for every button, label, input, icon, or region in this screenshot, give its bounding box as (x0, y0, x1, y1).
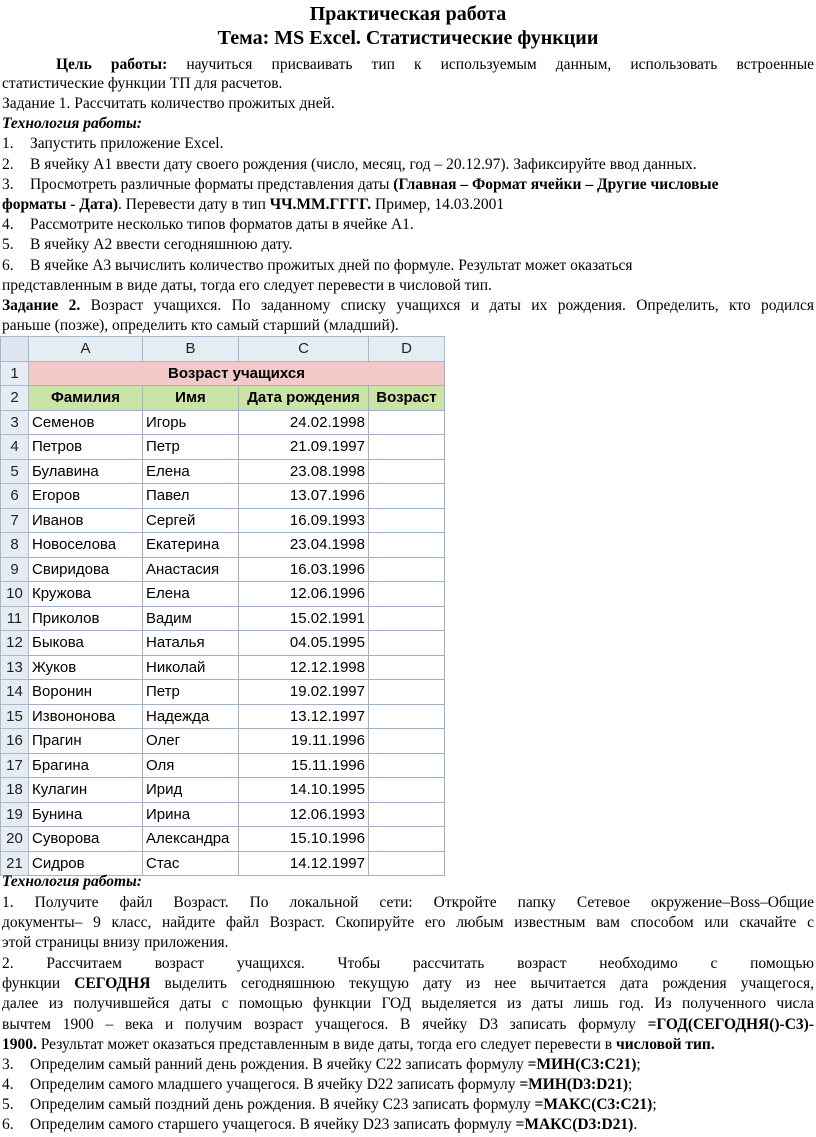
header-birthdate[interactable]: Дата рождения (239, 386, 369, 411)
tech2-p1-l3: этой страницы внизу приложения. (2, 934, 229, 951)
table-row (1, 606, 445, 631)
cell-birthdate[interactable]: 12.06.1996 (239, 582, 369, 607)
table-row (1, 704, 445, 729)
cell-birthdate[interactable]: 23.08.1998 (239, 459, 369, 484)
row-number[interactable]: 10 (1, 582, 29, 607)
cell-surname[interactable]: Сидров (29, 851, 143, 876)
cell-surname[interactable]: Иванов (29, 508, 143, 533)
cell-name[interactable]: Надежда (143, 704, 239, 729)
tech2-p2-l2: функции СЕГОДНЯ выделить сегодняшнюю текущую дату из нее вычитается дата рождения учащегося, (2, 975, 814, 992)
tech2-p1-l1: 1. Получите файл Возраст. По локальной сети: Откройте папку Сетевое окружение–Boss–Общие (2, 894, 814, 911)
cell-surname[interactable]: Новоселова (29, 533, 143, 558)
table-row (1, 459, 445, 484)
cell-age[interactable] (369, 680, 445, 705)
header-row (1, 386, 445, 411)
goal-text-1: научиться присваивать тип к используемым данным, использовать встроенные (167, 56, 814, 73)
tech2-step-5: 5. Определим самый поздний день рождения. В ячейку С23 записать формулу =МАКС(С3:С21); (2, 1096, 657, 1113)
cell-surname[interactable]: Кружова (29, 582, 143, 607)
cell-age[interactable] (369, 704, 445, 729)
task1-step-3-cont: форматы - Дата). Перевести дату в тип ЧЧ.ММ.ГГГГ. Пример, 14.03.2001 (2, 196, 505, 213)
row-number[interactable]: 4 (1, 435, 29, 460)
cell-age[interactable] (369, 557, 445, 582)
page-subtitle: Тема: MS Excel. Статистические функции (217, 27, 599, 49)
tech2-p2-l4: вычтем 1900 – века и получим возраст учащегося. В ячейку D3 записать формулу =ГОД(СЕГОДНЯ()-С3)- (2, 1016, 814, 1033)
task1-step-3: 3. Просмотреть различные форматы представления даты (Главная – Формат ячейки – Другие числовые (2, 176, 719, 193)
cell-birthdate[interactable]: 15.02.1991 (239, 606, 369, 631)
cell-age[interactable] (369, 508, 445, 533)
cell-name[interactable]: Николай (143, 655, 239, 680)
row-number[interactable]: 15 (1, 704, 29, 729)
cell-surname[interactable]: Быкова (29, 631, 143, 656)
row-number[interactable]: 6 (1, 484, 29, 509)
caption-row (1, 361, 445, 386)
row-number[interactable]: 16 (1, 729, 29, 754)
tech-label-1: Технология работы: (2, 115, 142, 132)
tech2-p2-l3: далее из получившейся даты с помощью функции ГОД выделяется из даты лишь год. Из полученного числа (2, 995, 814, 1012)
cell-surname[interactable]: Извононова (29, 704, 143, 729)
goal-label: Цель работы: (56, 56, 168, 73)
cell-birthdate[interactable]: 24.02.1998 (239, 410, 369, 435)
row-number[interactable]: 1 (1, 361, 29, 386)
tech2-p2-l1: 2. Рассчитаем возраст учащихся. Чтобы рассчитать возраст необходимо с помощью (2, 955, 814, 972)
tech2-p1-l2: документы– 9 класс, найдите файл Возраст. Скопируйте его любым известным вам способом или скачайте с (2, 914, 814, 931)
cell-birthdate[interactable]: 15.11.1996 (239, 753, 369, 778)
row-number[interactable]: 12 (1, 631, 29, 656)
goal-text-2: статистические функции ТП для расчетов. (2, 75, 283, 92)
cell-age[interactable] (369, 533, 445, 558)
cell-birthdate[interactable]: 14.12.1997 (239, 851, 369, 876)
cell-surname[interactable]: Воронин (29, 680, 143, 705)
cell-birthdate[interactable]: 23.04.1998 (239, 533, 369, 558)
table-row (1, 631, 445, 656)
table-row (1, 557, 445, 582)
cell-birthdate[interactable]: 15.10.1996 (239, 827, 369, 852)
table-row (1, 410, 445, 435)
row-number[interactable]: 2 (1, 386, 29, 411)
table-caption[interactable]: Возраст учащихся (29, 361, 445, 386)
table-row (1, 753, 445, 778)
cell-birthdate[interactable]: 16.09.1993 (239, 508, 369, 533)
tech2-step-6: 6. Определим самого старшего учащегося. В ячейку D23 записать формулу =МАКС(D3:D21). (2, 1116, 638, 1133)
cell-name[interactable]: Ирина (143, 802, 239, 827)
table-row (1, 729, 445, 754)
task1-step-6-cont: представленным в виде даты, тогда его следует перевести в числовой тип. (2, 277, 492, 294)
cell-name[interactable]: Олег (143, 729, 239, 754)
task1-step-5: 5. В ячейку А2 ввести сегодняшнюю дату. (2, 236, 293, 253)
row-number[interactable]: 5 (1, 459, 29, 484)
cell-birthdate[interactable]: 21.09.1997 (239, 435, 369, 460)
table-row (1, 680, 445, 705)
column-header-b[interactable]: B (143, 337, 239, 362)
cell-birthdate[interactable]: 12.12.1998 (239, 655, 369, 680)
cell-name[interactable]: Игорь (143, 410, 239, 435)
task2-line1: Задание 2. Возраст учащихся. По заданному списку учащихся и даты их рождения. Определить, кто родился (2, 297, 814, 314)
cell-surname[interactable]: Егоров (29, 484, 143, 509)
cell-surname[interactable]: Кулагин (29, 778, 143, 803)
cell-birthdate[interactable]: 04.05.1995 (239, 631, 369, 656)
tech2-step-3: 3. Определим самый ранний день рождения. В ячейку С22 записать формулу =МИН(С3:С21); (2, 1056, 641, 1073)
cell-surname[interactable]: Бунина (29, 802, 143, 827)
cell-age[interactable] (369, 729, 445, 754)
cell-name[interactable]: Стас (143, 851, 239, 876)
cell-name[interactable]: Павел (143, 484, 239, 509)
cell-name[interactable]: Александра (143, 827, 239, 852)
spreadsheet-table (0, 336, 445, 876)
row-number[interactable]: 14 (1, 680, 29, 705)
cell-name[interactable]: Елена (143, 459, 239, 484)
task1-step-6: 6. В ячейке А3 вычислить количество прожитых дней по формуле. Результат может оказаться (2, 257, 633, 274)
table-row (1, 533, 445, 558)
goal-paragraph-line1 (2, 55, 814, 75)
cell-name[interactable]: Оля (143, 753, 239, 778)
cell-age[interactable] (369, 435, 445, 460)
select-all-corner[interactable] (1, 337, 29, 362)
cell-name[interactable]: Анастасия (143, 557, 239, 582)
row-number[interactable]: 20 (1, 827, 29, 852)
table-row (1, 484, 445, 509)
cell-surname[interactable]: Брагина (29, 753, 143, 778)
cell-name[interactable]: Ирид (143, 778, 239, 803)
table-row (1, 655, 445, 680)
task2-line2: раньше (позже), определить кто самый старший (младший). (2, 317, 399, 334)
cell-age[interactable] (369, 582, 445, 607)
table-row (1, 778, 445, 803)
header-surname[interactable]: Фамилия (29, 386, 143, 411)
cell-surname[interactable]: Приколов (29, 606, 143, 631)
cell-age[interactable] (369, 802, 445, 827)
row-number[interactable]: 18 (1, 778, 29, 803)
row-number[interactable]: 21 (1, 851, 29, 876)
cell-birthdate[interactable]: 13.12.1997 (239, 704, 369, 729)
cell-age[interactable] (369, 753, 445, 778)
cell-birthdate[interactable]: 12.06.1993 (239, 802, 369, 827)
task1-heading: Задание 1. Рассчитать количество прожитых дней. (2, 95, 335, 112)
cell-name[interactable]: Петр (143, 435, 239, 460)
cell-name[interactable]: Сергей (143, 508, 239, 533)
header-age[interactable]: Возраст (369, 386, 445, 411)
cell-age[interactable] (369, 459, 445, 484)
cell-name[interactable]: Петр (143, 680, 239, 705)
header-name[interactable]: Имя (143, 386, 239, 411)
row-number[interactable]: 19 (1, 802, 29, 827)
row-number[interactable]: 9 (1, 557, 29, 582)
cell-surname[interactable]: Булавина (29, 459, 143, 484)
cell-age[interactable] (369, 631, 445, 656)
cell-birthdate[interactable]: 16.03.1996 (239, 557, 369, 582)
cell-age[interactable] (369, 606, 445, 631)
cell-age[interactable] (369, 827, 445, 852)
table-row (1, 827, 445, 852)
table-row (1, 435, 445, 460)
cell-surname[interactable]: Жуков (29, 655, 143, 680)
cell-surname[interactable]: Прагин (29, 729, 143, 754)
table-row (1, 508, 445, 533)
row-number[interactable]: 11 (1, 606, 29, 631)
cell-surname[interactable]: Семенов (29, 410, 143, 435)
row-number[interactable]: 7 (1, 508, 29, 533)
cell-age[interactable] (369, 484, 445, 509)
cell-age[interactable] (369, 655, 445, 680)
cell-name[interactable]: Вадим (143, 606, 239, 631)
row-number[interactable]: 8 (1, 533, 29, 558)
cell-birthdate[interactable]: 14.10.1995 (239, 778, 369, 803)
cell-surname[interactable]: Свиридова (29, 557, 143, 582)
cell-name[interactable]: Елена (143, 582, 239, 607)
column-header-row (1, 337, 445, 362)
cell-age[interactable] (369, 410, 445, 435)
cell-birthdate[interactable]: 19.11.1996 (239, 729, 369, 754)
page-title: Практическая работа (309, 3, 507, 25)
spreadsheet-image (0, 336, 444, 872)
cell-surname[interactable]: Петров (29, 435, 143, 460)
row-number[interactable]: 3 (1, 410, 29, 435)
cell-birthdate[interactable]: 19.02.1997 (239, 680, 369, 705)
tech-label-2: Технология работы: (2, 873, 142, 890)
cell-birthdate[interactable]: 13.07.1996 (239, 484, 369, 509)
table-row (1, 802, 445, 827)
task1-step-2: 2. В ячейку А1 ввести дату своего рождения (число, месяц, год – 20.12.97). Зафиксируйте ввод данных. (2, 156, 697, 173)
table-row (1, 582, 445, 607)
task1-step-1: 1. Запустить приложение Excel. (2, 135, 224, 152)
row-number[interactable]: 13 (1, 655, 29, 680)
tech2-p2-l5: 1900. Результат может оказаться представленным в виде даты, тогда его следует перевести в числовой тип. (2, 1036, 715, 1053)
cell-name[interactable]: Екатерина (143, 533, 239, 558)
cell-age[interactable] (369, 778, 445, 803)
row-number[interactable]: 17 (1, 753, 29, 778)
column-header-d[interactable]: D (369, 337, 445, 362)
column-header-c[interactable]: C (239, 337, 369, 362)
cell-name[interactable]: Наталья (143, 631, 239, 656)
column-header-a[interactable]: A (29, 337, 143, 362)
tech2-step-4: 4. Определим самого младшего учащегося. В ячейку D22 записать формулу =МИН(D3:D21); (2, 1076, 633, 1093)
cell-surname[interactable]: Суворова (29, 827, 143, 852)
task1-step-4: 4. Рассмотрите несколько типов форматов даты в ячейке А1. (2, 216, 414, 233)
